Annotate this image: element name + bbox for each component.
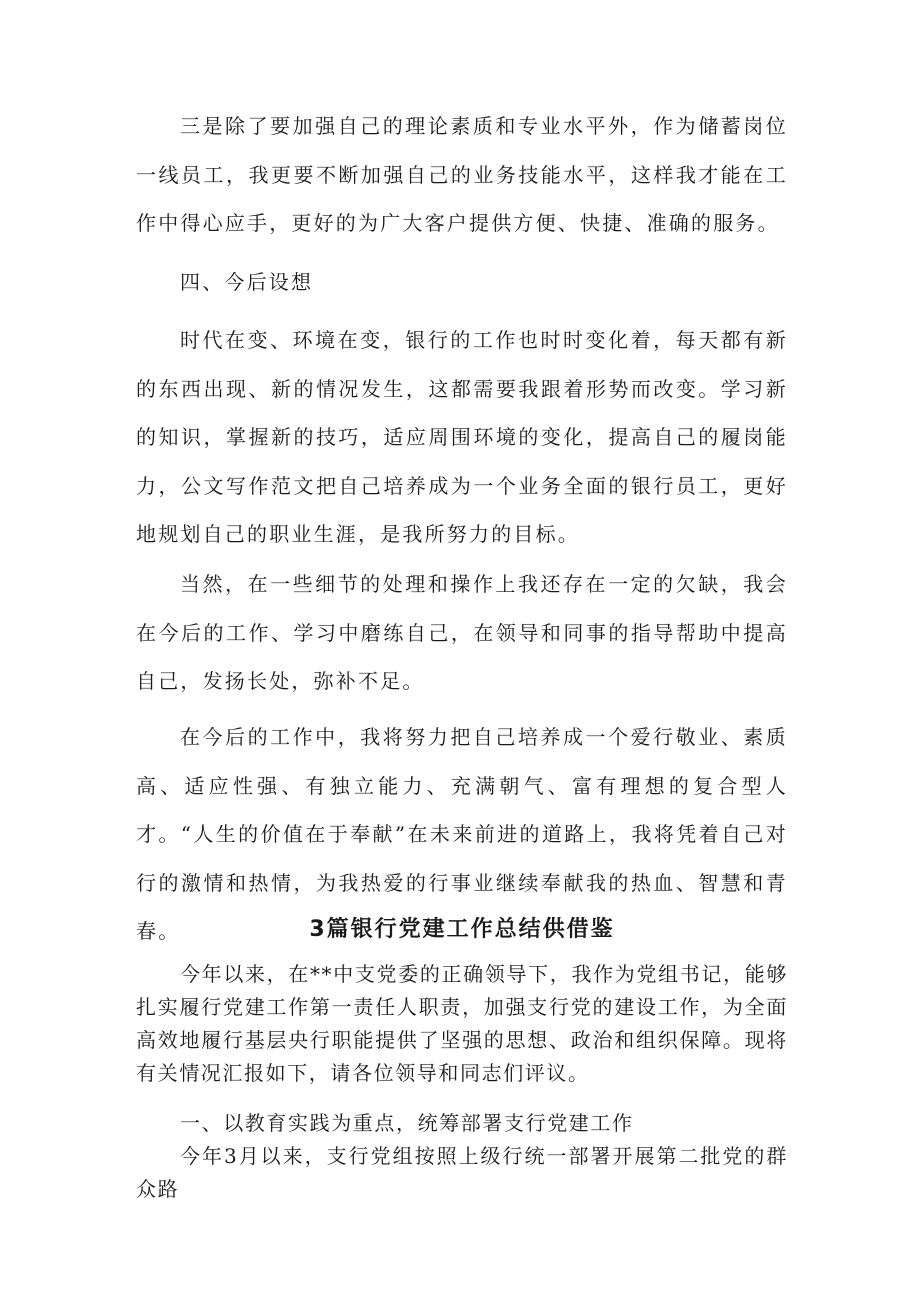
heading-education-practice: 一、以教育实践为重点，统筹部署支行党建工作 — [180, 1111, 634, 1135]
section-title: 3篇银行党建工作总结供借鉴 — [309, 917, 615, 942]
heading-future-plans: 四、今后设想 — [180, 270, 314, 294]
paragraph-skills: 三是除了要加强自己的理论素质和专业水平外，作为储蓄岗位一线员工，我更要不断加强自己的业务技能水平，这样我才能在工作中得心应手，更好的为广大客户提供方便、快捷、准确的服务。 — [136, 114, 788, 235]
paragraph-aspirations: 在今后的工作中，我将努力把自己培养成一个爱行敬业、素质高、适应性强、有独立能力、充满朝气、富有理想的复合型人才。“人生的价值在于奉献”在未来前进的道路上，我将凭着自己对行的激情和热情，为我热爱的行事业继续奉献我的热血、智慧和青春。 — [136, 725, 788, 943]
paragraph-changing-times: 时代在变、环境在变，银行的工作也时时变化着，每天都有新的东西出现、新的情况发生，这都需要我跟着形势而改变。学习新的知识，掌握新的技巧，适应周围环境的变化，提高自己的履岗能力，公文写作范文把自己培养成为一个业务全面的银行员工，更好地规划自己的职业生涯，是我所努力的目标。 — [136, 328, 788, 546]
paragraph-shortcomings: 当然，在一些细节的处理和操作上我还存在一定的欠缺，我会在今后的工作、学习中磨练自己，在领导和同事的指导帮助中提高自己，发扬长处，弥补不足。 — [136, 572, 788, 693]
paragraph-introduction: 今年以来，在**中支党委的正确领导下，我作为党组书记，能够扎实履行党建工作第一责任人职责，加强支行党的建设工作，为全面高效地履行基层央行职能提供了坚强的思想、政治和组织保障。现将有关情况汇报如下，请各位领导和同志们评议。 — [136, 962, 788, 1085]
paragraph-since-march: 今年3月以来，支行党组按照上级行统一部署开展第二批党的群众路 — [136, 1144, 788, 1201]
